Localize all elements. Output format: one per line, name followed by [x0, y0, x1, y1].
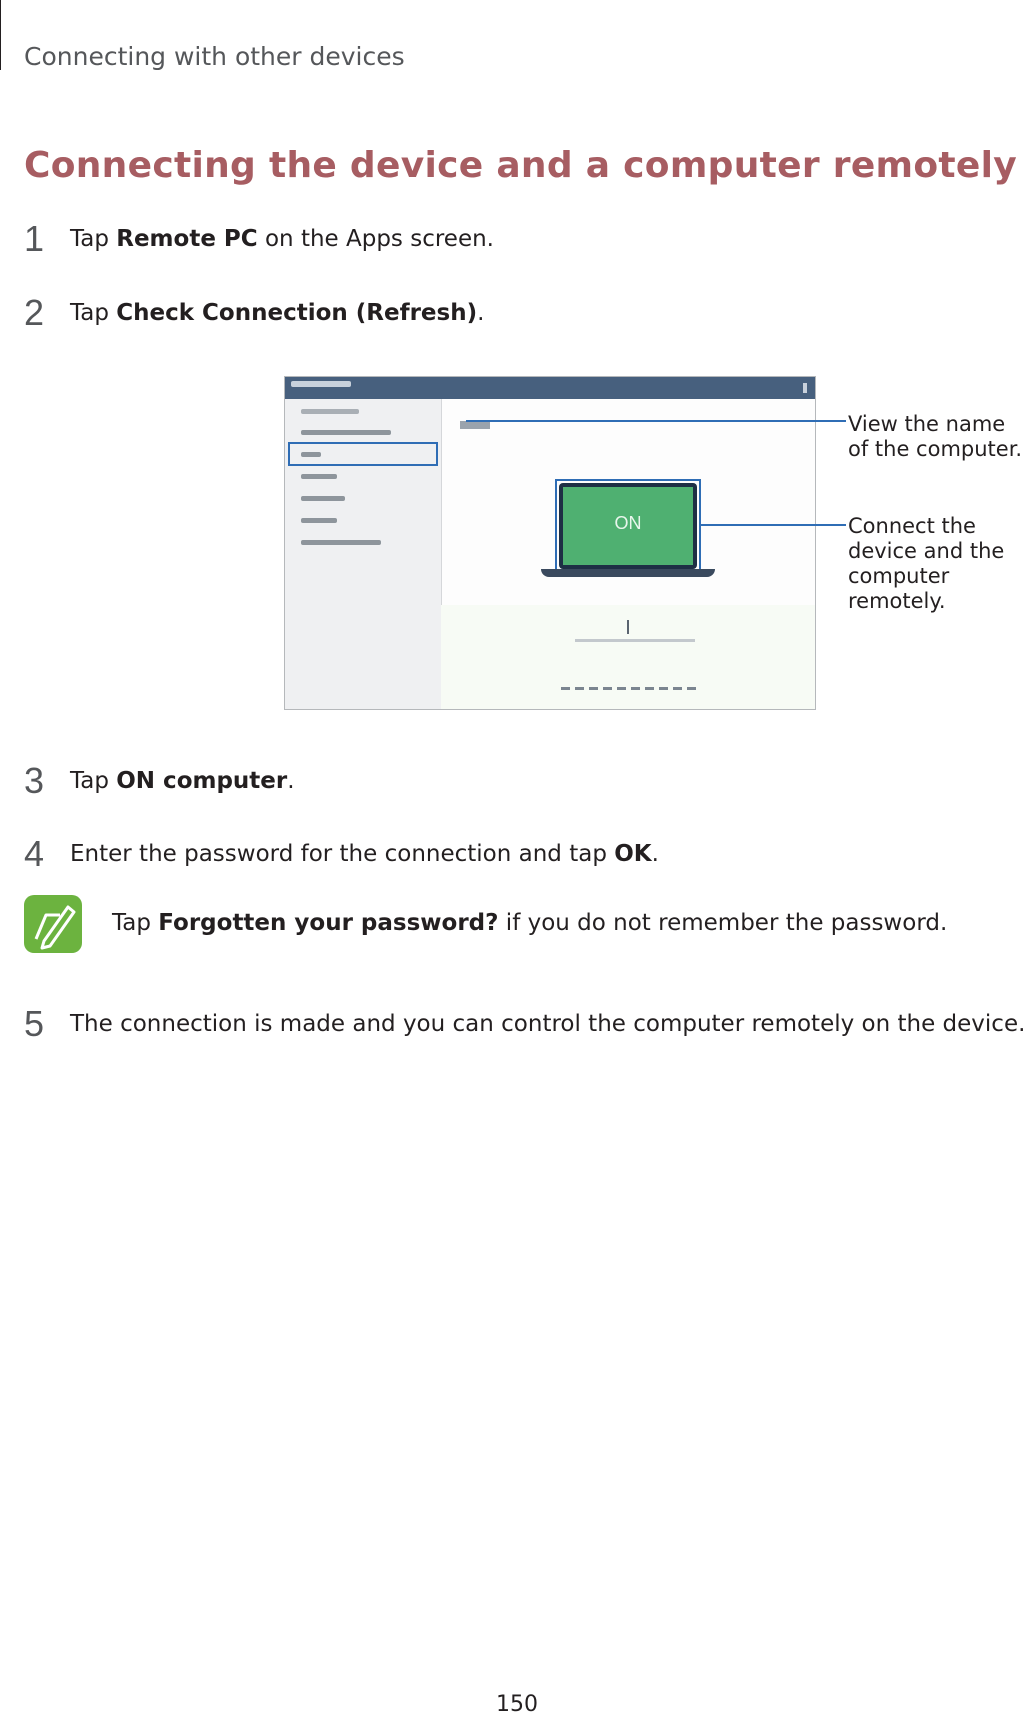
callout-view-name: View the name of the computer.: [848, 412, 1023, 461]
step-text: Enter the password for the connection and tap OK.: [70, 841, 659, 867]
step-number: 2: [24, 292, 45, 333]
step-number: 5: [24, 1003, 45, 1044]
step-text: Tap Remote PC on the Apps screen.: [70, 226, 494, 252]
note-text: Tap Forgotten your password? if you do not remember the password.: [112, 910, 948, 936]
page-title: Connecting the device and a computer remotely: [24, 145, 1018, 186]
callout-line-connect: [700, 524, 846, 526]
on-label: ON: [614, 513, 642, 533]
callout-line-name: [466, 420, 846, 422]
app-sidebar: [285, 399, 442, 709]
remote-pc-screenshot: [284, 376, 816, 710]
note: [24, 895, 984, 955]
step-text: Tap Check Connection (Refresh).: [70, 300, 485, 326]
step-number: 3: [24, 760, 45, 801]
step-number: 1: [24, 218, 45, 259]
check-connection-highlight: [288, 442, 438, 466]
header-rule: [0, 0, 1, 70]
page-number: 150: [496, 1692, 538, 1717]
up-arrow-icon: [627, 620, 629, 634]
step-text: Tap ON computer.: [70, 768, 295, 794]
computer-name: [460, 421, 490, 429]
callout-connect: Connect the device and the computer remotely.: [848, 514, 1005, 613]
on-computer-highlight: [555, 479, 701, 573]
step-number: 4: [24, 833, 45, 874]
step-text: The connection is made and you can control the computer remotely on the device.: [70, 1011, 1026, 1037]
laptop-base: [541, 569, 715, 577]
hint-text-bar: [575, 639, 695, 642]
pencil-note-icon: [24, 895, 82, 953]
app-titlebar: [285, 377, 815, 399]
page-indicator: [561, 687, 701, 690]
section-header: Connecting with other devices: [24, 42, 405, 71]
